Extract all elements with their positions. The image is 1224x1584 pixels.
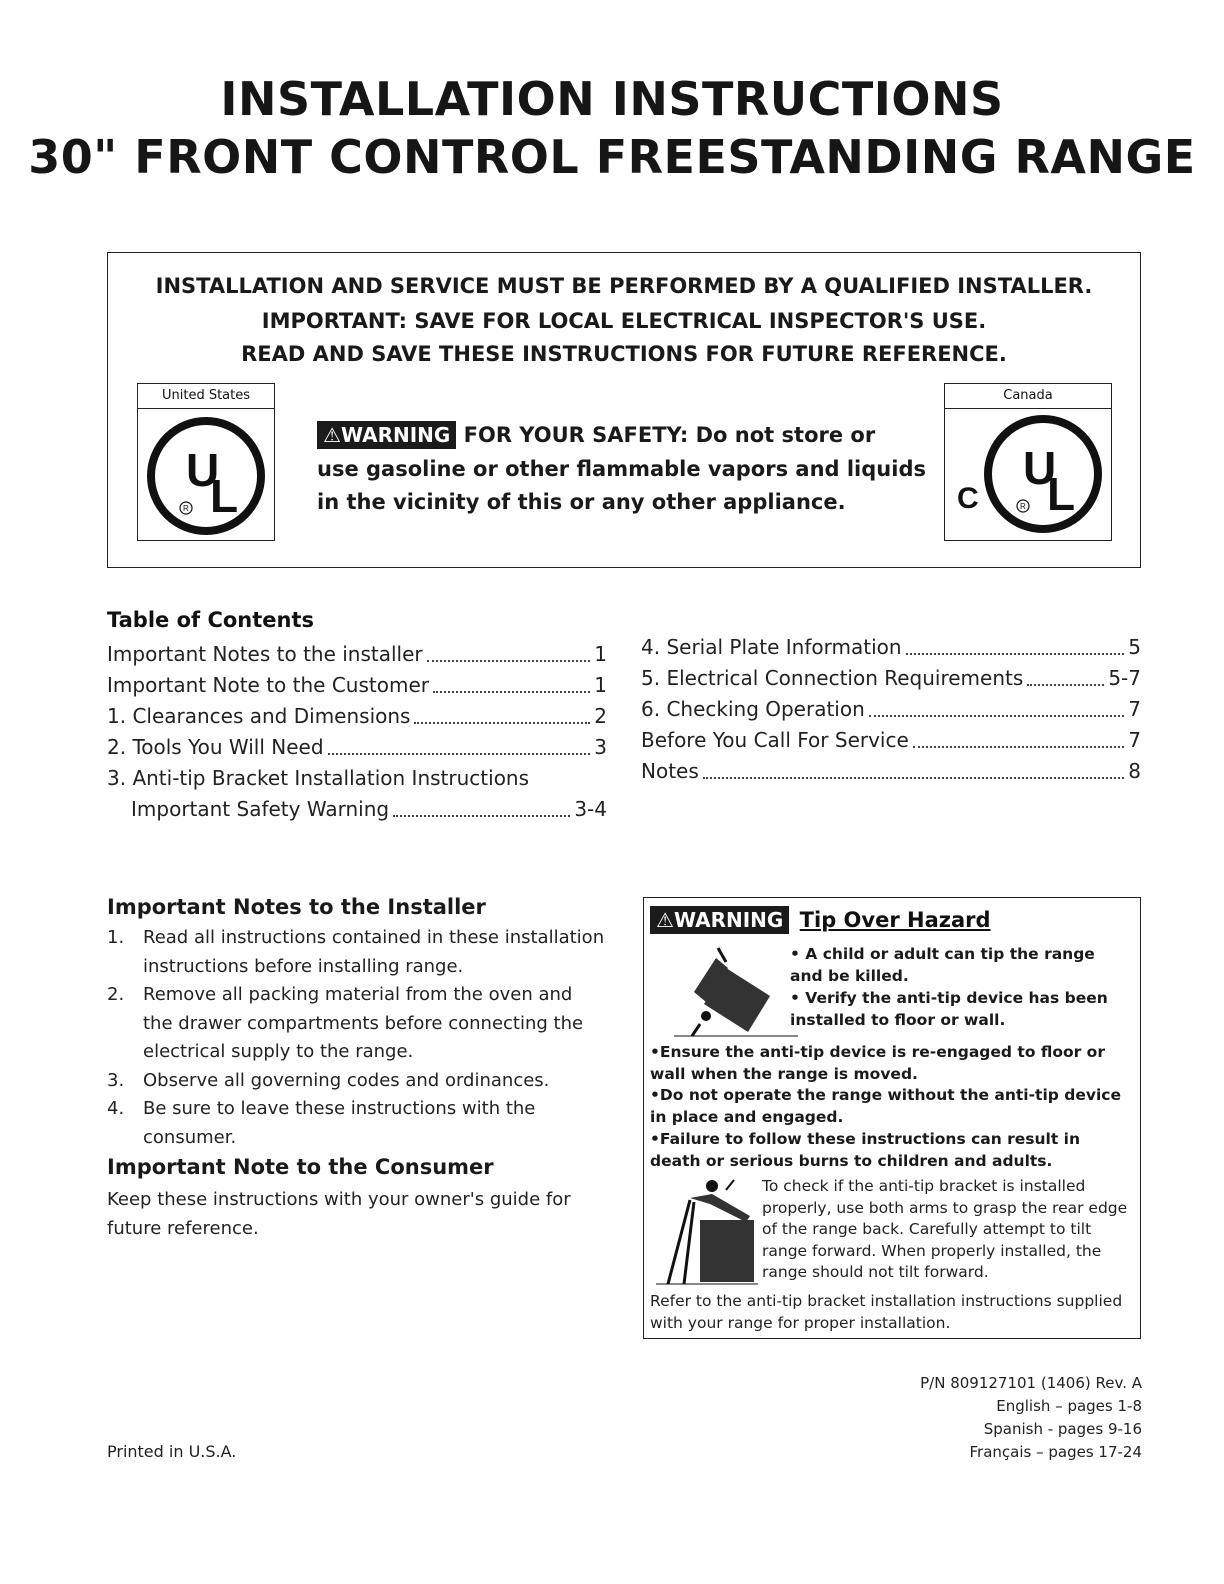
toc-item[interactable]: Important Notes to the installer 1 bbox=[107, 639, 607, 670]
warning-text-1: FOR YOUR SAFETY: Do not store or bbox=[463, 423, 876, 447]
svg-text:L: L bbox=[210, 470, 239, 522]
warning-triangle-icon: ⚠ bbox=[323, 423, 341, 447]
document-title-line2: 30" FRONT CONTROL FREESTANDING RANGE bbox=[28, 130, 1196, 184]
toc-left-column bbox=[107, 639, 607, 825]
tip-over-warning-box bbox=[643, 897, 1141, 1339]
french-pages: Français – pages 17-24 bbox=[969, 1443, 1142, 1461]
printed-in: Printed in U.S.A. bbox=[107, 1442, 237, 1461]
toc-item[interactable]: Before You Call For Service 7 bbox=[641, 725, 1141, 756]
svg-text:R: R bbox=[1020, 502, 1026, 511]
toc-item[interactable]: 4. Serial Plate Information 5 bbox=[641, 632, 1141, 663]
consumer-note-heading: Important Note to the Consumer bbox=[107, 1155, 494, 1179]
toc-item[interactable]: 5. Electrical Connection Requirements 5-7 bbox=[641, 663, 1141, 694]
toc-item[interactable]: 1. Clearances and Dimensions 2 bbox=[107, 701, 607, 732]
warning-line-1 bbox=[317, 419, 875, 451]
tip-warning-badge: ⚠WARNING bbox=[650, 906, 789, 934]
tip-bullet-5: •Failure to follow these instructions can result in death or serious burns to children and adults. bbox=[650, 1130, 1081, 1170]
notice-line-inspector: IMPORTANT: SAVE FOR LOCAL ELECTRICAL INSPECTOR'S USE. bbox=[261, 309, 987, 333]
svg-text:R: R bbox=[183, 504, 189, 513]
document-title-line1: INSTALLATION INSTRUCTIONS bbox=[220, 72, 1004, 126]
ul-logo-icon bbox=[138, 408, 273, 540]
toc-item[interactable]: 6. Checking Operation 7 bbox=[641, 694, 1141, 725]
ul-us-mark bbox=[137, 383, 275, 541]
tip-check-instructions: To check if the anti-tip bracket is installed properly, use both arms to grasp the rear edge of the range back. Carefully attempt to tilt range forward. When properly installed, the range should not tilt forward. bbox=[762, 1177, 1128, 1281]
cul-canada-mark bbox=[944, 383, 1112, 541]
notice-line-save-instructions: READ AND SAVE THESE INSTRUCTIONS FOR FUTURE REFERENCE. bbox=[241, 342, 1007, 366]
notice-line-qualified-installer: INSTALLATION AND SERVICE MUST BE PERFORMED BY A QUALIFIED INSTALLER. bbox=[155, 274, 1093, 298]
toc-right-column bbox=[641, 632, 1141, 787]
svg-text:L: L bbox=[1047, 468, 1076, 520]
warning-line-2: use gasoline or other flammable vapors and liquids bbox=[317, 457, 926, 481]
svg-text:U: U bbox=[186, 444, 220, 496]
part-number: P/N 809127101 (1406) Rev. A bbox=[920, 1374, 1142, 1392]
cul-logo-icon bbox=[945, 408, 1110, 540]
list-item: 3. Observe all governing codes and ordinances. bbox=[107, 1069, 550, 1091]
toc-item[interactable]: Notes 8 bbox=[641, 756, 1141, 787]
consumer-note-text: Keep these instructions with your owner's guide for future reference. bbox=[107, 1189, 571, 1239]
tip-warning-header bbox=[650, 906, 991, 934]
ul-canada-label: Canada bbox=[945, 384, 1111, 409]
english-pages: English – pages 1-8 bbox=[996, 1397, 1142, 1415]
warning-line-3: in the vicinity of this or any other appliance. bbox=[317, 490, 846, 514]
installer-notes-heading: Important Notes to the Installer bbox=[107, 895, 486, 919]
list-item: 4. Be sure to leave these instructions with the consumer. bbox=[107, 1098, 536, 1148]
toc-item[interactable]: Important Safety Warning 3-4 bbox=[107, 794, 607, 825]
spanish-pages: Spanish - pages 9-16 bbox=[983, 1420, 1142, 1438]
toc-item[interactable]: 2. Tools You Will Need 3 bbox=[107, 732, 607, 763]
tip-bullet-3: •Ensure the anti-tip device is re-engaged to floor or wall when the range is moved. bbox=[650, 1043, 1105, 1083]
toc-heading: Table of Contents bbox=[107, 608, 315, 632]
ul-us-label: United States bbox=[138, 384, 274, 409]
tip-bullet-1: • A child or adult can tip the range and be killed. bbox=[790, 945, 1095, 985]
installer-notes-list bbox=[107, 924, 607, 1152]
list-item: 1. Read all instructions contained in these installation instructions before installing range. bbox=[107, 927, 605, 977]
person-checking-range-icon bbox=[650, 1176, 760, 1288]
list-item: 2. Remove all packing material from the oven and the drawer compartments before connecting the electrical supply to the range. bbox=[107, 984, 584, 1062]
tip-refer-text: Refer to the anti-tip bracket installation instructions supplied with your range for proper installation. bbox=[650, 1292, 1123, 1332]
warning-badge: ⚠WARNING bbox=[317, 421, 456, 449]
toc-item[interactable]: 3. Anti-tip Bracket Installation Instructions bbox=[107, 766, 530, 790]
warning-triangle-icon: ⚠ bbox=[656, 908, 674, 932]
range-tipping-icon bbox=[670, 944, 800, 1040]
cul-prefix-letter: C bbox=[957, 482, 979, 515]
svg-text:U: U bbox=[1023, 442, 1057, 494]
tip-bullet-2: • Verify the anti-tip device has been installed to floor or wall. bbox=[790, 989, 1108, 1029]
tip-hazard-title: Tip Over Hazard bbox=[799, 908, 991, 932]
toc-item[interactable]: Important Note to the Customer 1 bbox=[107, 670, 607, 701]
tip-bullet-4: •Do not operate the range without the anti-tip device in place and engaged. bbox=[650, 1086, 1121, 1126]
